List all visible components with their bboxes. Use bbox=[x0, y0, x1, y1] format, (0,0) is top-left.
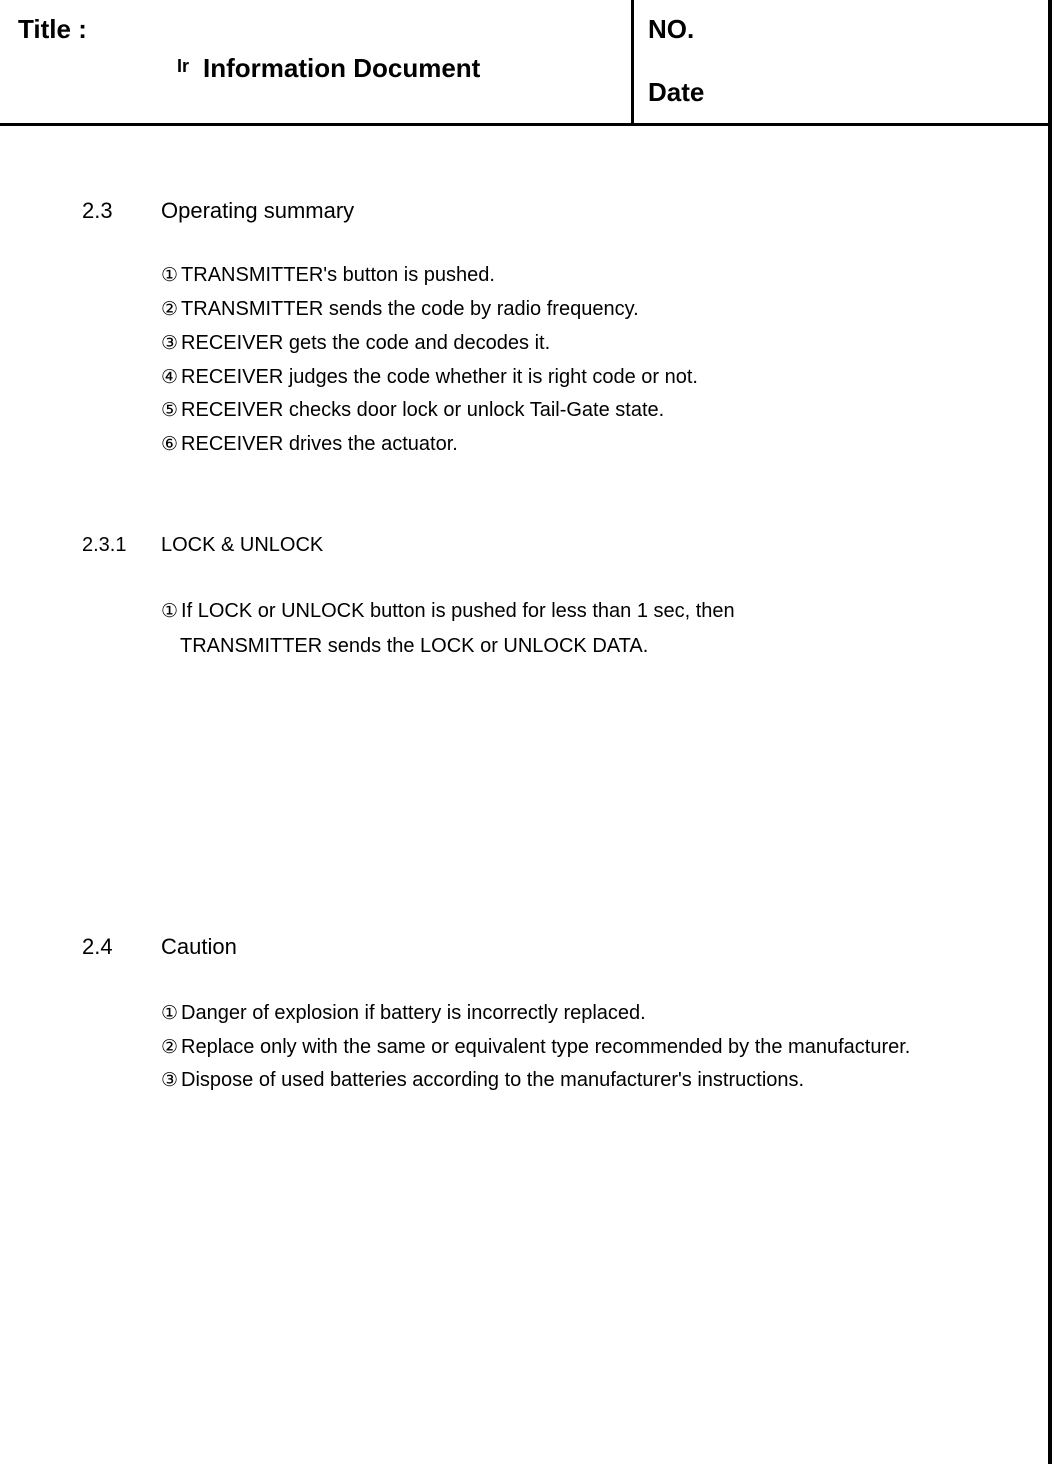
item-marker: ③ bbox=[161, 1069, 179, 1091]
section-title: LOCK & UNLOCK bbox=[161, 534, 324, 556]
section-number: 2.4 bbox=[82, 934, 113, 959]
item-continuation: TRANSMITTER sends the LOCK or UNLOCK DATA. bbox=[180, 635, 649, 657]
document-title: Information Document bbox=[203, 53, 481, 83]
header-divider bbox=[631, 0, 634, 123]
item-marker: ③ bbox=[161, 332, 179, 354]
item-text: RECEIVER judges the code whether it is right code or not. bbox=[181, 366, 698, 388]
item-marker: ① bbox=[161, 264, 179, 286]
section-title: Operating summary bbox=[161, 198, 355, 223]
list-item bbox=[161, 264, 495, 287]
item-marker: ① bbox=[161, 600, 179, 622]
list-item bbox=[161, 366, 698, 389]
item-text: TRANSMITTER's button is pushed. bbox=[181, 264, 495, 286]
section-number: 2.3 bbox=[82, 198, 113, 223]
item-marker: ② bbox=[161, 298, 179, 320]
item-text: If LOCK or UNLOCK button is pushed for less than 1 sec, then bbox=[181, 600, 735, 622]
section-number: 2.3.1 bbox=[82, 534, 127, 556]
title-label: Title : bbox=[18, 14, 87, 44]
item-text: Dispose of used batteries according to the manufacturer's instructions. bbox=[181, 1069, 805, 1091]
list-item bbox=[161, 332, 550, 355]
section-title: Caution bbox=[161, 934, 237, 959]
item-text: Replace only with the same or equivalent type recommended by the manufacturer. bbox=[181, 1036, 911, 1058]
item-text: TRANSMITTER sends the code by radio frequency. bbox=[181, 298, 639, 320]
date-label: Date bbox=[648, 77, 705, 107]
list-item bbox=[161, 1036, 910, 1059]
item-marker: ④ bbox=[161, 366, 179, 388]
list-item bbox=[161, 1002, 646, 1025]
page-right-border bbox=[1048, 0, 1052, 1464]
list-item bbox=[161, 399, 664, 422]
title-prefix: Ir bbox=[177, 56, 190, 76]
document-header bbox=[0, 0, 1052, 126]
item-text: Danger of explosion if battery is incorrectly replaced. bbox=[181, 1002, 646, 1024]
item-marker: ① bbox=[161, 1002, 179, 1024]
item-text: RECEIVER checks door lock or unlock Tail-Gate state. bbox=[181, 399, 665, 421]
list-item bbox=[161, 600, 735, 623]
item-marker: ② bbox=[161, 1036, 179, 1058]
list-item bbox=[161, 433, 458, 456]
item-text: RECEIVER drives the actuator. bbox=[181, 433, 458, 455]
list-item bbox=[161, 1069, 804, 1092]
item-marker: ⑥ bbox=[161, 433, 179, 455]
list-item bbox=[161, 298, 639, 321]
item-text: RECEIVER gets the code and decodes it. bbox=[181, 332, 551, 354]
item-marker: ⑤ bbox=[161, 399, 179, 421]
number-label: NO. bbox=[648, 14, 695, 44]
